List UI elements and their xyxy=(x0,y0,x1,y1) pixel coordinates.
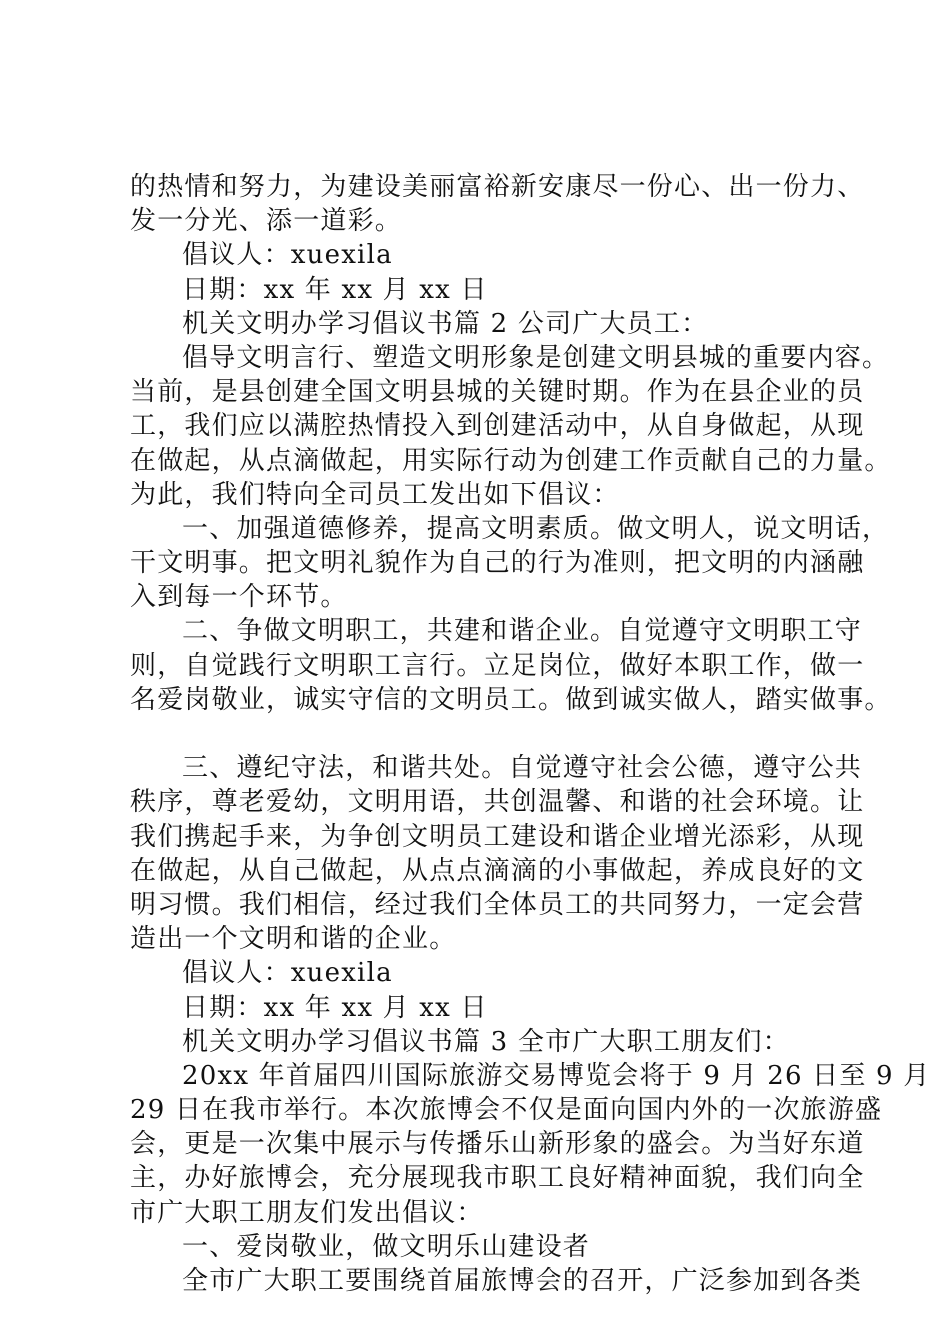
document-body xyxy=(130,170,931,1298)
signer-line: 倡议人：xuexila xyxy=(182,958,393,989)
text-line: 名爱岗敬业，诚实守信的文明员工。做到诚实做人，踏实做事。 xyxy=(130,684,892,715)
text-line: 工，我们应以满腔热情投入到创建活动中，从自身做起，从现 xyxy=(130,411,865,442)
text-line: 为此，我们特向全司员工发出如下倡议： xyxy=(130,479,620,510)
text-line: 秩序，尊老爱幼，文明用语，共创温馨、和谐的社会环境。让 xyxy=(130,787,865,818)
text-line: 市广大职工朋友们发出倡议： xyxy=(130,1197,484,1228)
text-line: 的热情和努力，为建设美丽富裕新安康尽一份心、出一份力、 xyxy=(130,172,865,202)
text-line: 明习惯。我们相信，经过我们全体员工的共同努力，一定会营 xyxy=(130,889,865,920)
text-line: 倡导文明言行、塑造文明形象是创建文明县城的重要内容。 xyxy=(182,342,890,373)
text-line: 当前，是县创建全国文明县城的关键时期。作为在县企业的员 xyxy=(130,377,865,408)
date-line: 日期：xx 年 xx 月 xx 日 xyxy=(182,274,488,305)
text-line: 二、争做文明职工，共建和谐企业。自觉遵守文明职工守 xyxy=(182,616,863,647)
text-line: 在做起，从点滴做起，用实际行动为创建工作贡献自己的力量。 xyxy=(130,445,892,476)
blank-line xyxy=(130,717,835,751)
text-line: 三、遵纪守法，和谐共处。自觉遵守社会公德，遵守公共 xyxy=(182,753,863,784)
text-line: 我们携起手来，为争创文明员工建设和谐企业增光添彩，从现 xyxy=(130,821,865,852)
subheading: 一、爱岗敬业，做文明乐山建设者 xyxy=(182,1231,591,1262)
text-line: 一、加强道德修养，提高文明素质。做文明人，说文明话， xyxy=(182,513,890,544)
text-line: 29 日在我市举行。本次旅博会不仅是面向国内外的一次旅游盛 xyxy=(130,1095,883,1126)
text-line: 会，更是一次集中展示与传播乐山新形象的盛会。为当好东道 xyxy=(130,1129,865,1160)
text-line: 20xx 年首届四川国际旅游交易博览会将于 9 月 26 日至 9 月 xyxy=(182,1060,931,1091)
section-heading: 机关文明办学习倡议书篇 2 公司广大员工： xyxy=(182,308,709,339)
date-line: 日期：xx 年 xx 月 xx 日 xyxy=(182,992,488,1023)
text-line: 主，办好旅博会，充分展现我市职工良好精神面貌，我们向全 xyxy=(130,1163,865,1194)
text-line: 造出一个文明和谐的企业。 xyxy=(130,924,457,955)
text-line: 发一分光、添一道彩。 xyxy=(130,206,403,237)
text-line: 在做起，从自己做起，从点点滴滴的小事做起，养成良好的文 xyxy=(130,855,865,886)
signer-line: 倡议人：xuexila xyxy=(182,240,393,271)
text-line: 入到每一个环节。 xyxy=(130,582,348,613)
text-line: 则，自觉践行文明职工言行。立足岗位，做好本职工作，做一 xyxy=(130,650,865,681)
text-line: 全市广大职工要围绕首届旅博会的召开，广泛参加到各类 xyxy=(182,1266,863,1296)
text-line: 干文明事。把文明礼貌作为自己的行为准则，把文明的内涵融 xyxy=(130,548,865,579)
section-heading: 机关文明办学习倡议书篇 3 全市广大职工朋友们： xyxy=(182,1026,790,1057)
